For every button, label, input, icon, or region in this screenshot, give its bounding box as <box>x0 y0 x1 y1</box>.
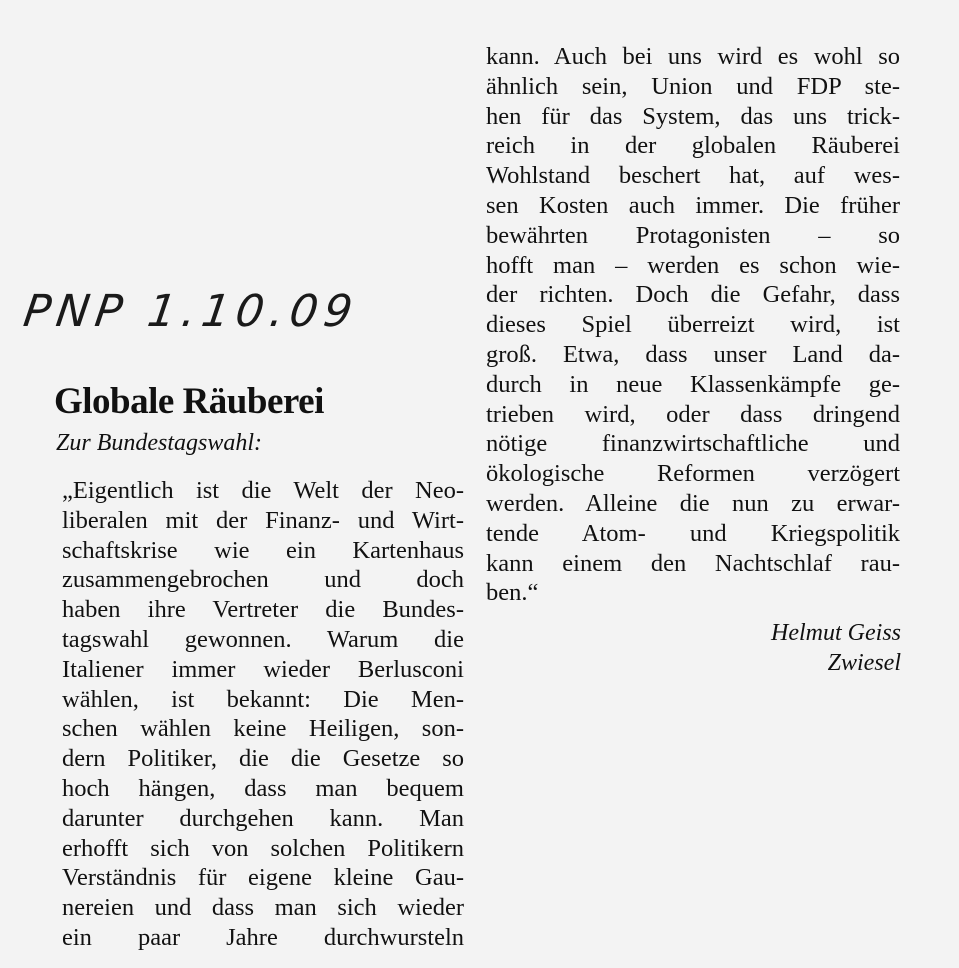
text-line: schen wählen keine Heiligen, son- <box>62 715 464 743</box>
author-place: Zwiesel <box>827 650 901 676</box>
text-line: haben ihre Vertreter die Bundes- <box>62 596 464 624</box>
text-line: reich in der globalen Räuberei <box>486 132 900 160</box>
text-line: ben.“ <box>486 579 539 607</box>
text-line: Verständnis für eigene kleine Gau- <box>62 864 464 892</box>
text-line: durch in neue Klassenkämpfe ge- <box>486 370 900 398</box>
author-name: Helmut Geiss <box>771 620 901 646</box>
article-column-right <box>486 42 900 608</box>
text-line: darunter durchgehen kann. Man <box>62 804 464 832</box>
text-line: erhofft sich von solchen Politikern <box>62 834 464 862</box>
article-column-left <box>62 476 464 953</box>
text-line: der richten. Doch die Gefahr, dass <box>486 281 900 309</box>
text-line: bewährten Protagonisten – so <box>486 221 900 249</box>
text-line: sen Kosten auch immer. Die früher <box>486 191 900 219</box>
text-line: nötige finanzwirtschaftliche und <box>486 430 900 458</box>
handwritten-date-note: PNP 1.10.09 <box>20 286 362 337</box>
text-line: „Eigentlich ist die Welt der Neo- <box>62 477 464 504</box>
text-line: tende Atom- und Kriegspolitik <box>486 519 900 547</box>
text-line: dern Politiker, die die Gesetze so <box>62 745 464 773</box>
text-line: Wohlstand beschert hat, auf wes- <box>486 162 900 190</box>
text-line: kann einem den Nachtschlaf rau- <box>486 549 900 577</box>
text-line: ökologische Reformen verzögert <box>486 460 900 488</box>
text-line: kann. Auch bei uns wird es wohl so <box>486 43 900 70</box>
text-line: tagswahl gewonnen. Warum die <box>62 625 464 653</box>
text-line: ein paar Jahre durchwursteln <box>62 923 464 951</box>
text-line: ähnlich sein, Union und FDP ste- <box>486 72 900 100</box>
text-line: dieses Spiel überreizt wird, ist <box>486 311 900 339</box>
text-line: hoch hängen, dass man bequem <box>62 774 464 802</box>
text-line: zusammengebrochen und doch <box>62 566 464 594</box>
text-line: Italiener immer wieder Berlusconi <box>62 655 464 683</box>
text-line: wählen, ist bekannt: Die Men- <box>62 685 464 713</box>
text-line: werden. Alleine die nun zu erwar- <box>486 489 900 517</box>
text-line: hofft man – werden es schon wie- <box>486 251 900 279</box>
author-signature <box>771 618 901 678</box>
text-line: hen für das System, das uns trick- <box>486 102 900 130</box>
text-line: groß. Etwa, dass unser Land da- <box>486 340 900 368</box>
text-line: nereien und dass man sich wieder <box>62 894 464 922</box>
article-subheadline: Zur Bundestagswahl: <box>56 430 263 456</box>
text-line: schaftskrise wie ein Kartenhaus <box>62 536 464 564</box>
text-line: liberalen mit der Finanz- und Wirt- <box>62 506 464 534</box>
text-line: trieben wird, oder dass dringend <box>486 400 900 428</box>
article-headline: Globale Räuberei <box>54 381 324 422</box>
